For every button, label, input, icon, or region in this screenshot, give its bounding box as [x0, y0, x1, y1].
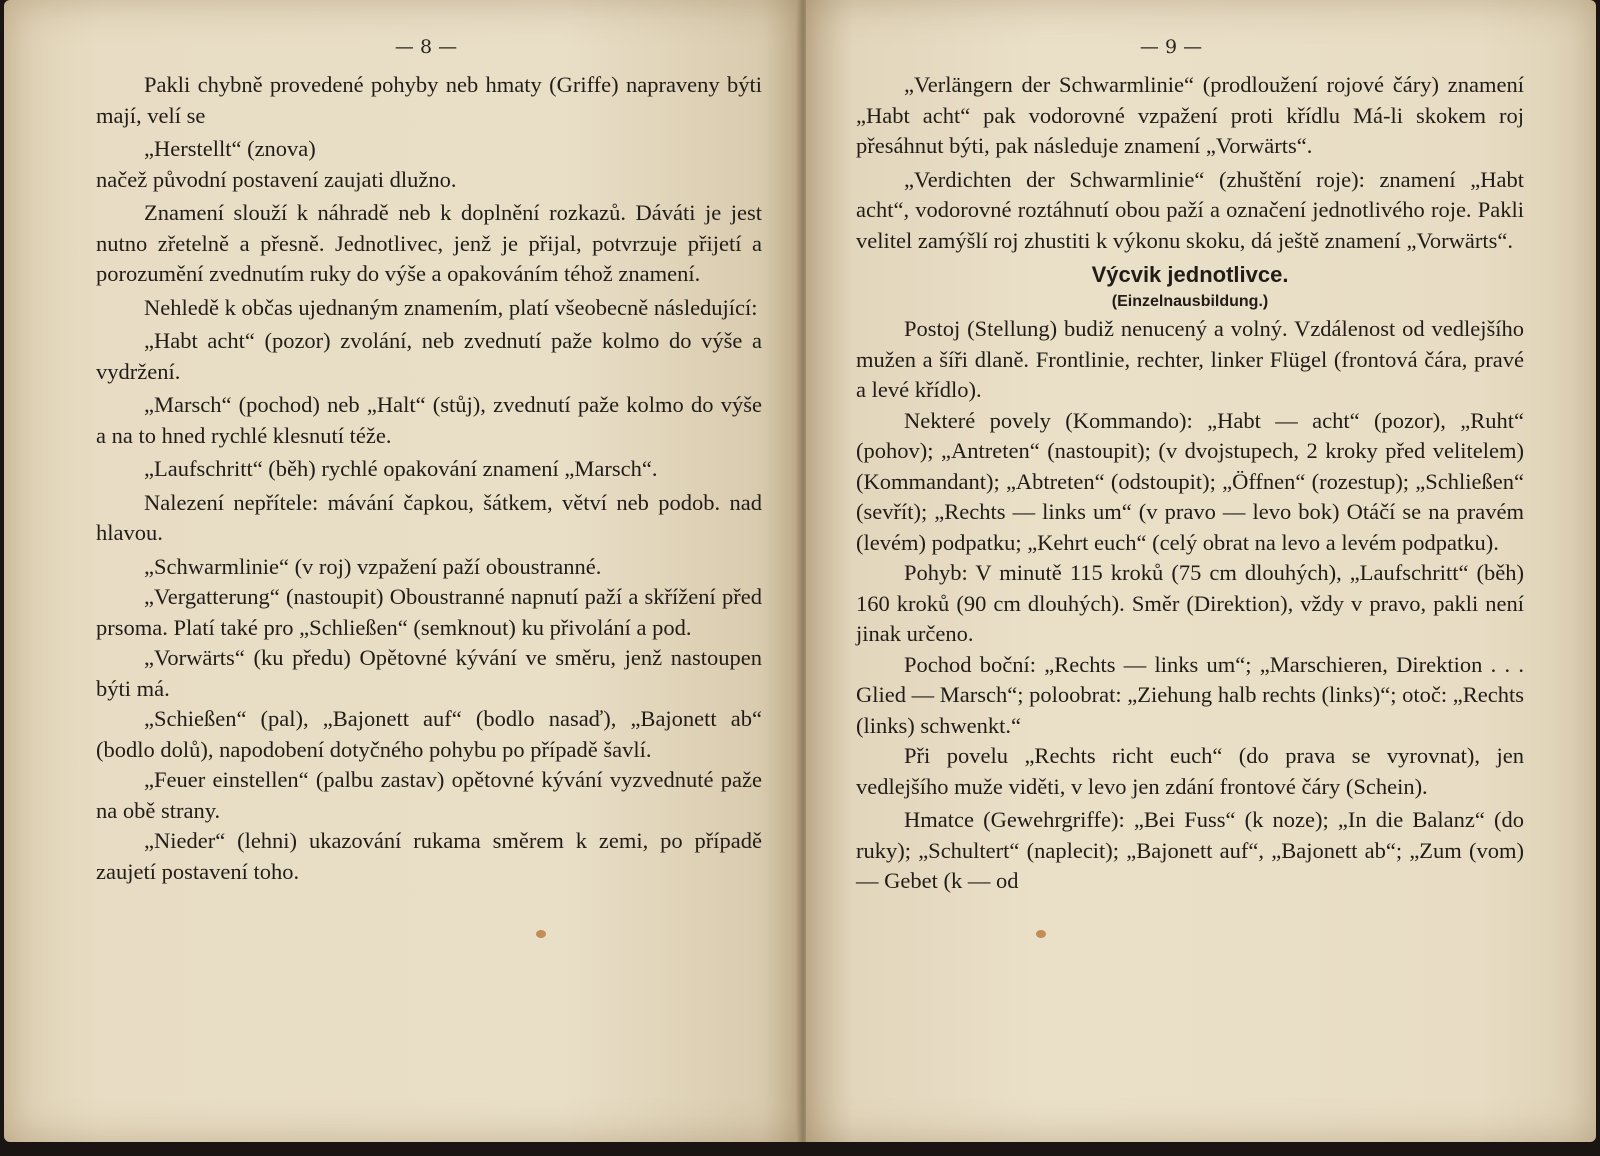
paragraph: „Herstellt“ (znova)	[144, 136, 316, 161]
paragraph: „Schießen“ (pal), „Bajonett auf“ (bodlo nasaď), „Bajonett ab“ (bodlo dolů), napodobení dotyčného pohybu po případě šavlí.	[96, 706, 762, 762]
page-number-right: — 9 —	[1139, 36, 1203, 58]
paragraph: „Marsch“ (pochod) neb „Halt“ (stůj), zvednutí paže kolmo do výše a na to hned rychlé klesnutí téže.	[96, 392, 762, 448]
section-heading: Výcvik jednotlivce.	[1091, 262, 1289, 287]
section-subheading: (Einzelnausbildung.)	[1111, 293, 1269, 310]
paragraph: „Vorwärts“ (ku předu) Opětovné kývání ve směru, jenž nastoupen býti má.	[96, 645, 762, 701]
paragraph: načež původní postavení zaujati dlužno.	[96, 166, 457, 192]
paragraph: Znamení slouží k náhradě neb k doplnění rozkazů. Dáváti je jest nutno zřetelně a přesně. Jednotlivec, jenž je přijal, potvrzuje přijetí a porozumění zvednutím ruky do výše a opakováním téhož znamení.	[96, 200, 762, 286]
left-page-text	[96, 70, 762, 887]
paragraph: Postoj (Stellung) budiž nenucený a volný. Vzdálenost od vedlejšího mužen a šíři dlaně. Frontlinie, rechter, linker Flügel (frontová čára, pravé a levé křídlo).	[856, 316, 1524, 402]
paragraph: „Schwarmlinie“ (v roj) vzpažení paží oboustranné.	[144, 553, 602, 579]
paragraph: Pakli chybně provedené pohyby neb hmaty (Griffe) napraveny býti mají, velí se	[96, 72, 762, 128]
right-page-text	[856, 70, 1524, 897]
paragraph: „Vergatterung“ (nastoupit) Oboustranné napnutí paží a skřížení před prsoma. Platí také pro „Schließen“ (semknout) ku přivolání a pod.	[96, 584, 762, 640]
paragraph: „Feuer einstellen“ (palbu zastav) opětovné kývání vyzvednuté paže na obě strany.	[96, 767, 762, 823]
paragraph: Nalezení nepřítele: mávání čapkou, šátkem, větví neb podob. nad hlavou.	[96, 489, 762, 545]
paragraph: „Verlängern der Schwarmlinie“ (prodloužení rojové čáry) znamení „Habt acht“ pak vodorovné vzpažení proti křídlu Má-li skokem roj přesáhnut býti, pak následuje znamení „Vorwärts“.	[856, 72, 1524, 158]
paragraph: „Habt acht“ (pozor) zvolání, neb zvednutí paže kolmo do výše a vydržení.	[96, 328, 762, 384]
paragraph: Pochod boční: „Rechts — links um“; „Marschieren, Direktion . . . Glied — Marsch“; poloobrat: „Ziehung halb rechts (links)“; otoč: „Rechts (links) schwenkt.“	[856, 651, 1524, 738]
paragraph: Hmatce (Gewehrgriffe): „Bei Fuss“ (k noze); „In die Balanz“ (do ruky); „Schultert“ (naplecit); „Bajonett auf“, „Bajonett ab“; „Zum (vom) — Gebet (k — od	[856, 807, 1524, 893]
paragraph: Nekteré povely (Kommando): „Habt — acht“ (pozor), „Ruht“ (pohov); „Antreten“ (nastoupit); (v dvojstupech, 2 kroky před velitelem) (Kommandant); „Abtreten“ (odstoupit); „Öffnen“ (rozestup); „Schließen“ (sevřít); „Rechts — links um“ (v pravo — levo bok) Otáčí se na pravém (levém) podpatku; „Kehrt euch“ (celý obrat na levo a levém podpatku).	[856, 407, 1524, 555]
paragraph: Nehledě k občas ujednaným znamením, platí všeobecně následující:	[144, 294, 758, 320]
paragraph: „Verdichten der Schwarmlinie“ (zhuštění roje): znamení „Habt acht“, vodorovné roztáhnutí obou paží a označení jednotlivého roje. Pakli velitel zamýšlí roj zhustiti k výkonu skoku, dá ještě znamení „Vorwärts“.	[856, 166, 1524, 253]
stain-mark	[1036, 930, 1046, 938]
paragraph: Pohyb: V minutě 115 kroků (75 cm dlouhých), „Laufschritt“ (běh) 160 kroků (90 cm dlouhých). Směr (Direktion), vždy v pravo, pakli není jinak určeno.	[856, 560, 1524, 646]
page-number-left: — 8 —	[394, 36, 458, 58]
stain-mark	[536, 930, 546, 938]
paragraph: „Nieder“ (lehni) ukazování rukama směrem k zemi, po případě zaujetí postavení toho.	[96, 828, 762, 884]
paragraph: „Laufschritt“ (běh) rychlé opakování znamení „Marsch“.	[144, 456, 658, 481]
paragraph: Při povelu „Rechts richt euch“ (do prava se vyrovnat), jen vedlejšího muže viděti, v levo jen zdání frontové čáry (Schein).	[856, 743, 1524, 799]
